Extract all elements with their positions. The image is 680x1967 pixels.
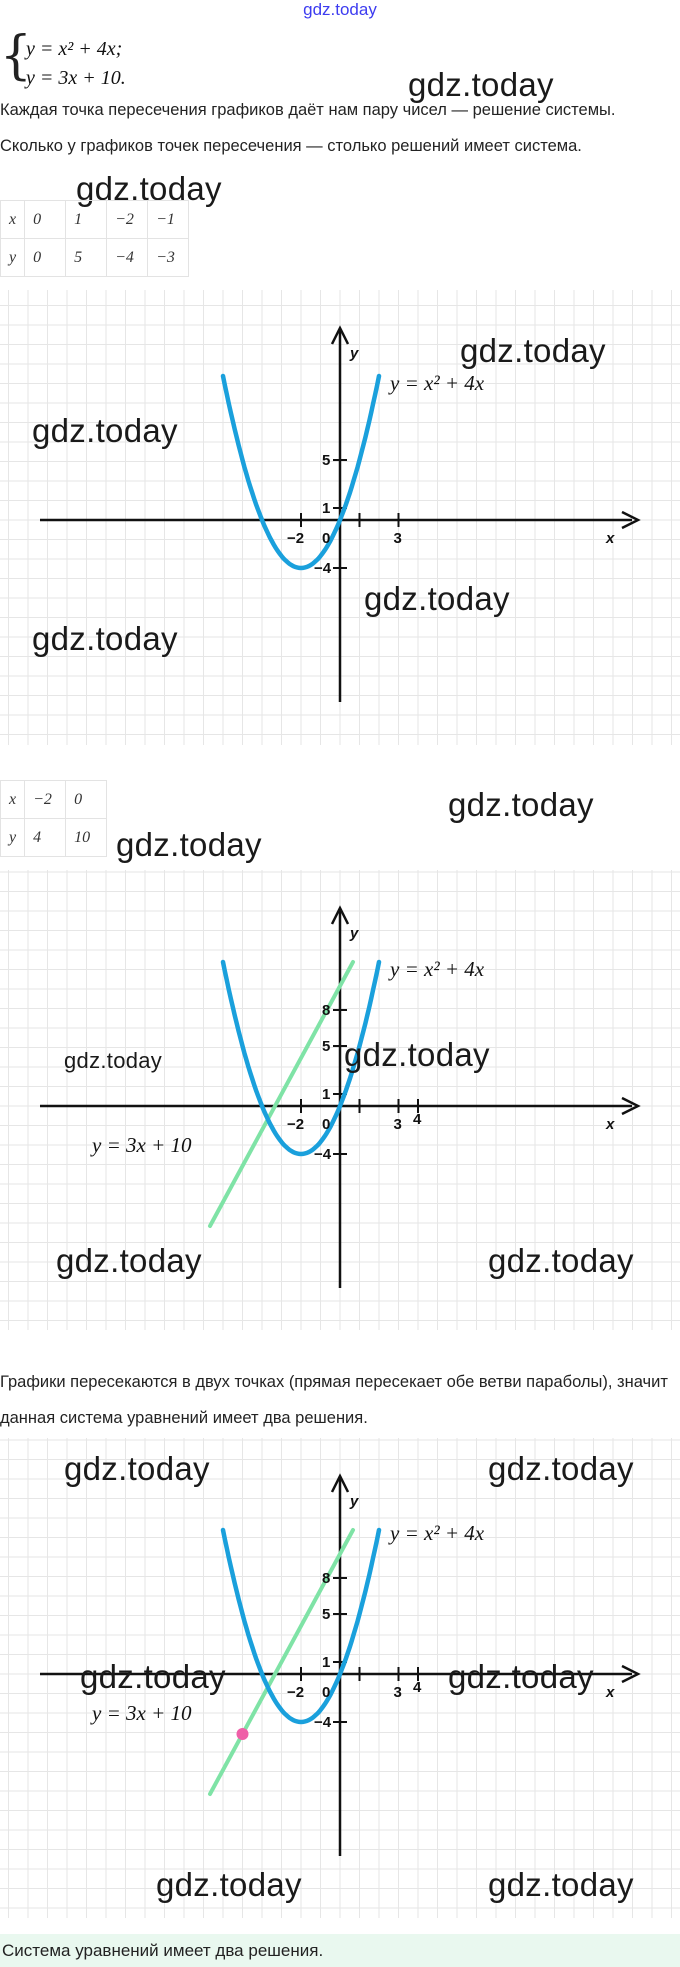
y-tick-label: 1 (322, 500, 331, 517)
y-tick-label: −4 (314, 1146, 332, 1163)
table-cell: 0 (66, 781, 107, 819)
x-tick-label: −2 (287, 530, 305, 547)
header-watermark: gdz.today (303, 0, 377, 19)
x-axis-label: x (606, 1116, 615, 1133)
line-label: y = 3x + 10 (92, 1701, 192, 1725)
y-axis-label: y (350, 1493, 359, 1510)
watermark: gdz.today (76, 170, 222, 207)
table-cell: 5 (66, 239, 107, 277)
table-cell: 0 (25, 201, 66, 239)
watermark: gdz.today (116, 826, 262, 863)
watermark: gdz.today (344, 1036, 490, 1073)
table-row (1, 201, 189, 239)
watermark: gdz.today (32, 620, 178, 657)
watermark: gdz.today (488, 1866, 634, 1903)
table-cell: x (1, 201, 25, 239)
table-cell: x (1, 781, 25, 819)
x-tick-label: 4 (413, 1111, 422, 1128)
x-tick-label: 3 (393, 1684, 402, 1701)
y-tick-label: 5 (322, 452, 331, 469)
origin-label: 0 (322, 530, 331, 547)
y-tick-label: 1 (322, 1654, 331, 1671)
watermark: gdz.today (488, 1450, 634, 1487)
y-axis-label: y (350, 925, 359, 942)
x-axis-label: x (606, 1684, 615, 1701)
table-cell: −2 (107, 201, 148, 239)
equation-2: y = 3x + 10. (26, 67, 126, 89)
x-tick-label: 4 (413, 1679, 422, 1696)
origin-label: 0 (322, 1116, 331, 1133)
watermark: gdz.today (156, 1866, 302, 1903)
table-cell: −1 (148, 201, 189, 239)
y-tick-label: 8 (322, 1570, 331, 1587)
values-table-parabola (0, 200, 189, 277)
table-cell: −3 (148, 239, 189, 277)
y-tick-label: −4 (314, 560, 332, 577)
watermark: gdz.today (408, 66, 554, 103)
watermark: gdz.today (32, 412, 178, 449)
x-tick-label: 3 (393, 530, 402, 547)
table-cell: 0 (25, 239, 66, 277)
table-cell: 4 (25, 819, 66, 857)
y-axis-label: y (350, 345, 359, 362)
table-row (1, 819, 107, 857)
y-tick-label: −4 (314, 1714, 332, 1731)
watermark: gdz.today (364, 580, 510, 617)
intersection-point (237, 1728, 249, 1740)
watermark: gdz.today (448, 786, 594, 823)
y-tick-label: 5 (322, 1038, 331, 1055)
watermark: gdz.today (64, 1450, 210, 1487)
y-tick-label: 8 (322, 1002, 331, 1019)
table-cell: y (1, 239, 25, 277)
y-tick-label: 5 (322, 1606, 331, 1623)
table-row (1, 781, 107, 819)
parabola-label: y = x² + 4x (390, 371, 485, 395)
table-cell: 1 (66, 201, 107, 239)
watermark: gdz.today (56, 1242, 202, 1279)
equation-system (0, 16, 260, 89)
paragraph-conclusion: Графики пересекаются в двух точках (прямая пересекает обе ветви параболы), значит данная система уравнений имеет два решения. (0, 1373, 668, 1427)
conclusion-banner: Система уравнений имеет два решения. (0, 1934, 680, 1967)
parabola-label: y = x² + 4x (390, 957, 485, 981)
values-table-line (0, 780, 107, 857)
x-axis-label: x (606, 530, 615, 547)
equation-1: y = x² + 4x; (26, 38, 123, 60)
parabola-label: y = x² + 4x (390, 1521, 485, 1545)
paragraph-intro: Каждая точка пересечения графиков даёт нам пару чисел — решение системы. Сколько у графиков точек пересечения — столько решений имеет система. (0, 101, 616, 155)
line-label: y = 3x + 10 (92, 1133, 192, 1157)
x-tick-label: −2 (287, 1684, 305, 1701)
x-tick-label: −2 (287, 1116, 305, 1133)
table-cell: −2 (25, 781, 66, 819)
table-cell: 10 (66, 819, 107, 857)
watermark: gdz.today (64, 1048, 163, 1073)
origin-label: 0 (322, 1684, 331, 1701)
watermark: gdz.today (460, 332, 606, 369)
watermark: gdz.today (448, 1658, 594, 1695)
table-cell: −4 (107, 239, 148, 277)
y-tick-label: 1 (322, 1086, 331, 1103)
x-tick-label: 3 (393, 1116, 402, 1133)
watermark: gdz.today (488, 1242, 634, 1279)
watermark: gdz.today (80, 1658, 226, 1695)
system-brace: { (0, 24, 32, 86)
table-row (1, 239, 189, 277)
table-cell: y (1, 819, 25, 857)
